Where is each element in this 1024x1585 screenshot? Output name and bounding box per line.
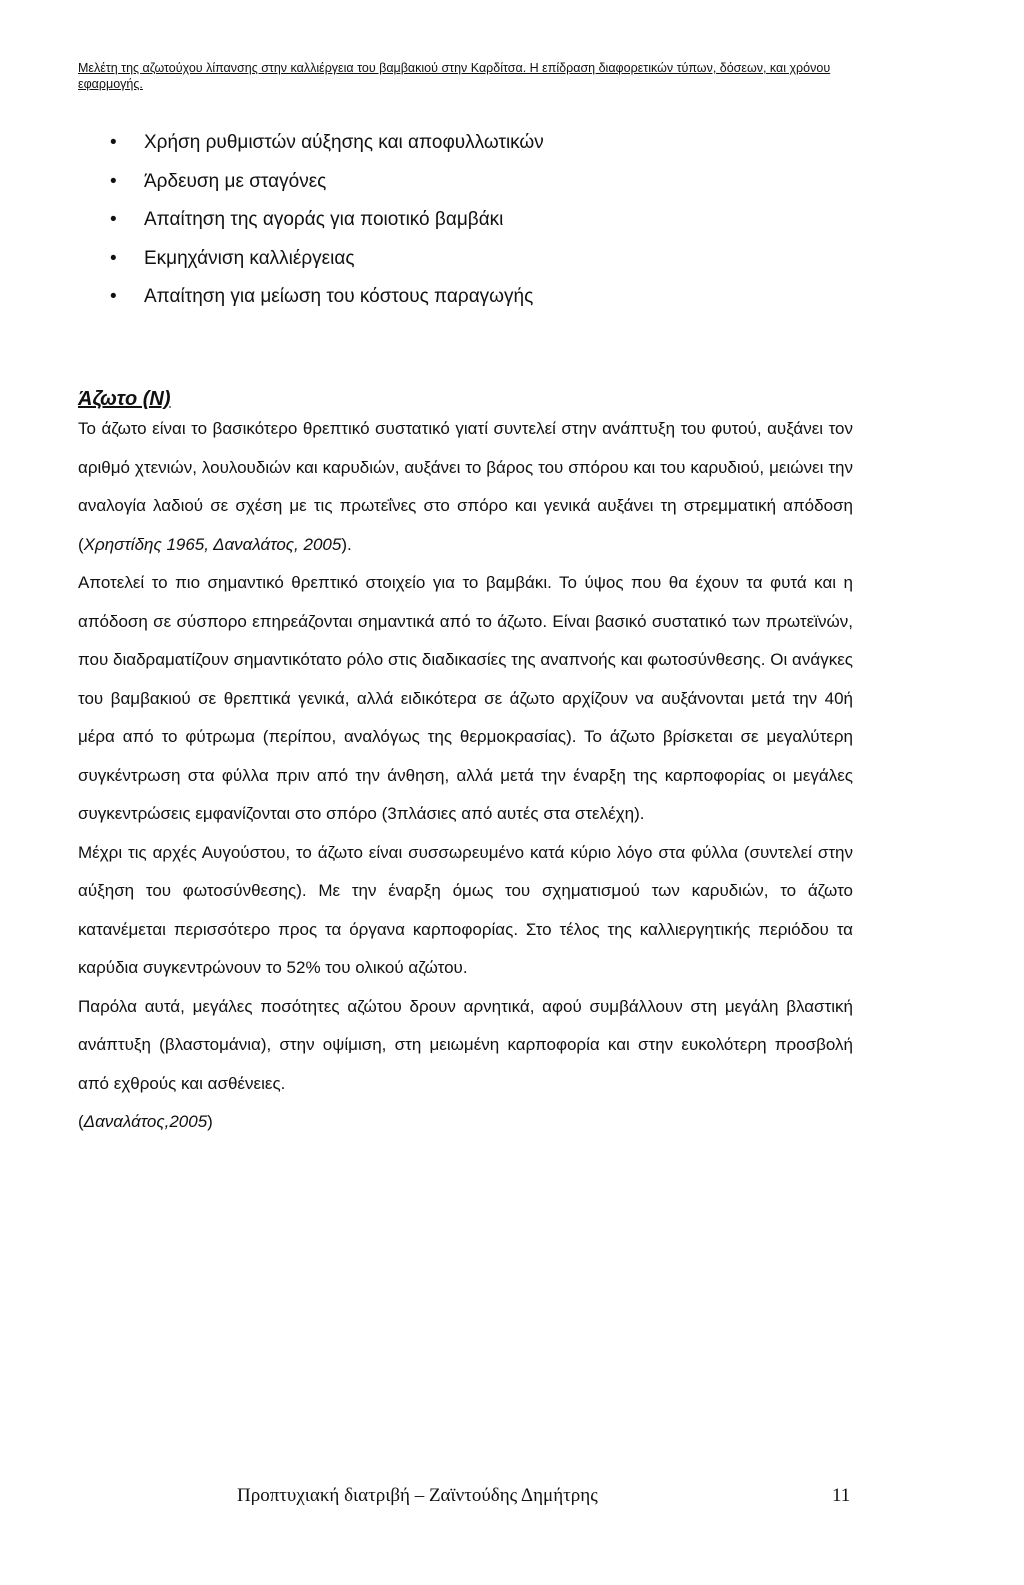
paren-close: ) xyxy=(207,1112,213,1131)
body-text xyxy=(78,410,853,1142)
paragraph-4: Παρόλα αυτά, μεγάλες ποσότητες αζώτου δρουν αρνητικά, αφού συμβάλλουν στη μεγάλη βλαστική ανάπτυξη (βλαστομάνια), στην οψίμιση, στη μειωμένη καρποφορία και στην ευκολότερη προσβολή από εχθρούς και ασθένειες. xyxy=(78,996,853,1093)
citation: Δαναλάτος,2005 xyxy=(83,1112,208,1131)
footer-title: Προπτυχιακή διατριβή – Ζαϊντούδης Δημήτρης xyxy=(237,1485,598,1506)
bullet-item: • Άρδευση με σταγόνες xyxy=(110,169,544,208)
paragraph-1-end: ). xyxy=(341,534,352,554)
bullet-item: • Απαίτηση για μείωση του κόστους παραγωγής xyxy=(110,284,544,323)
bullet-list xyxy=(110,130,544,323)
bullet-item: • Χρήση ρυθμιστών αύξησης και αποφυλλωτικών xyxy=(110,130,544,169)
page-number: 11 xyxy=(832,1485,851,1506)
section-heading: Άζωτο (Ν) xyxy=(78,388,171,410)
running-header: Μελέτη της αζωτούχου λίπανσης στην καλλιέργεια του βαμβακιού στην Καρδίτσα. Η επίδραση διαφορετικών τύπων, δόσεων, και χρόνου εφαρμογής. xyxy=(78,61,831,91)
paren-open: ( xyxy=(78,1112,84,1131)
paragraph-3: Μέχρι τις αρχές Αυγούστου, το άζωτο είναι συσσωρευμένο κατά κύριο λόγο στα φύλλα (συντελεί στην αύξηση του φωτοσύνθεσης). Με την έναρξη όμως του σχηματισμού των καρυδιών, το άζωτο κατανέμεται περισσότερο προς τα όργανα καρποφορίας. Στο τέλος της καλλιεργητικής περιόδου τα καρύδια συγκεντρώνουν το 52% του ολικού αζώτου. xyxy=(78,842,853,977)
paragraph-2: Αποτελεί το πιο σημαντικό θρεπτικό στοιχείο για το βαμβάκι. Το ύψος που θα έχουν τα φυτά και η απόδοση σε σύσπορο επηρεάζονται σημαντικά από το άζωτο. Είναι βασικό συστατικό των πρωτεϊνών, που διαδραματίζουν σημαντικότατο ρόλο στις διαδικασίες της αναπνοής και φωτοσύνθεσης. Οι ανάγκες του βαμβακιού σε θρεπτικά γενικά, αλλά ειδικότερα σε άζωτο αρχίζουν να αυξάνονται μετά την 40ή μέρα από το φύτρωμα (περίπου, αναλόγως της θερμοκρασίας). Το άζωτο βρίσκεται σε μεγαλύτερη συγκέντρωση στα φύλλα πριν από την άνθηση, αλλά μετά την έναρξη της καρποφορίας οι μεγάλες συγκεντρώσεις εμφανίζονται στο σπόρο (3πλάσιες από αυτές στα στελέχη). xyxy=(78,573,853,823)
citation: Χρηστίδης 1965, Δαναλάτος, 2005 xyxy=(83,534,342,554)
bullet-item: • Απαίτηση της αγοράς για ποιοτικό βαμβάκι xyxy=(110,207,544,246)
paragraph-1-text: Το άζωτο είναι το βασικότερο θρεπτικό συστατικό γιατί συντελεί στην ανάπτυξη του φυτού, αυξάνει τον αριθμό χτενιών, λουλουδιών και καρυδιών, αυξάνει το βάρος του σπόρου και του καρυδιού, μειώνει την αναλογία λαδιού σε σχέση με τις πρωτεΐνες στο σπόρο και γενικά αυξάνει τη στρεμματική απόδοση ( xyxy=(78,419,853,554)
bullet-item: • Εκμηχάνιση καλλιέργειας xyxy=(110,246,544,285)
paragraph-1 xyxy=(78,410,853,564)
paragraph-5 xyxy=(78,1103,853,1142)
